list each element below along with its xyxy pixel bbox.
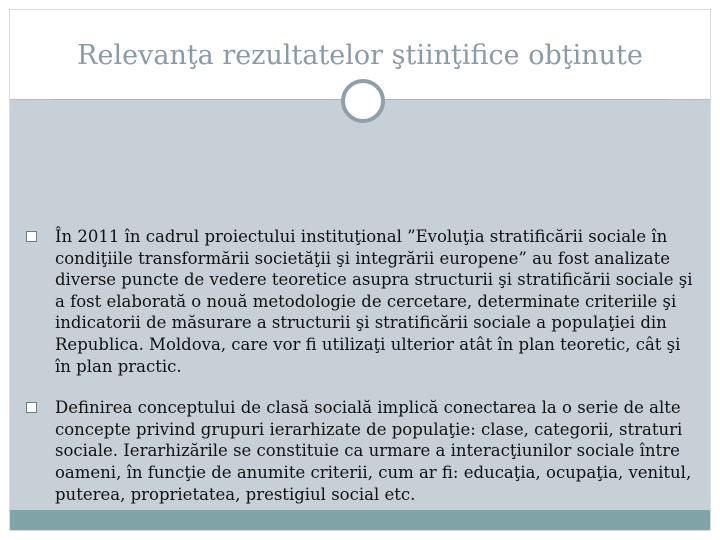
square-bullet-icon bbox=[26, 231, 37, 242]
bullet-list bbox=[24, 226, 694, 525]
bullet-text: În 2011 în cadrul proiectului instituţional ”Evoluţia stratificării sociale în condiţiile transformării societăţii şi integrării europene” au fost analizate diverse puncte de vedere teoretice asupra structurii şi stratificării sociale şi a fost elaborată o nouă metodologie de cercetare, determinate criteriile şi indicatorii de măsurare a structurii şi stratificării sociale a populaţiei din Republica. Moldova, care vor fi utilizaţi ulterior atât în plan teoretic, cât şi în plan practic. bbox=[55, 227, 693, 376]
content-area bbox=[10, 99, 710, 512]
list-item bbox=[24, 226, 694, 377]
list-item bbox=[24, 397, 694, 505]
slide bbox=[9, 9, 711, 531]
slide-title: Relevanţa rezultatelor ştiinţifice obţinute bbox=[77, 40, 643, 71]
footer-bar bbox=[10, 510, 710, 530]
bullet-text: Definirea conceptului de clasă socială implică conectarea la o serie de alte concepte privind grupuri ierarhizate de populaţie: clase, categorii, straturi sociale. Ierarhizările se constituie ca urmare a interacţiunilor sociale între oameni, în funcţie de anumite criterii, cum ar fi: educaţia, ocupaţia, venitul, puterea, proprietatea, prestigiul social etc. bbox=[55, 398, 692, 504]
square-bullet-icon bbox=[26, 402, 37, 413]
circle-ornament-icon bbox=[341, 79, 385, 123]
